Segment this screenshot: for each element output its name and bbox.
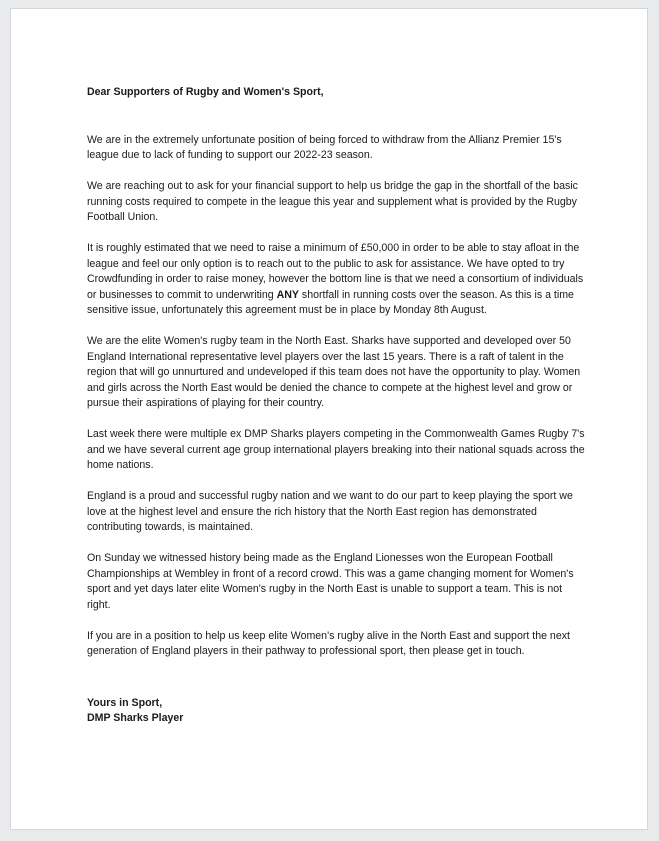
paragraph-elite-team: We are the elite Women's rugby team in the North East. Sharks have supported and developed over 50 England International representative level players over the last 15 years. There is a raft of talent in the region that will go unnurtured and undeveloped if this team does not have the opportunity to play. Women and girls across the North East would be denied the chance to compete at the highest level and grow or pursue their aspirations of playing for their country. — [87, 335, 581, 409]
paragraph-lionesses: On Sunday we witnessed history being made as the England Lionesses won the European Football Championships at Wembley in front of a record crowd. This was a game changing moment for Women's sport and yet days later elite Women's rugby in the North East is unable to support a team. This is not right. — [87, 552, 574, 611]
letter-closing-block — [87, 696, 587, 727]
emphasis-any: ANY — [276, 288, 299, 301]
paragraph-funding-text-after: shortfall in running costs over the season. As this is a time sensitive issue, unfortunately this agreement must be in place by Monday 8th August. — [87, 288, 574, 316]
letter-closing: Yours in Sport, — [87, 696, 163, 709]
paragraph-funding-text-before: It is roughly estimated that we need to raise a minimum of £50,000 in order to be able to stay afloat in the league and feel our only option is to reach out to the public to ask for assistance. We have opted to try Crowdfunding in order to raise money, however the bottom line is that we need a consortium of individuals or businesses to commit to underwriting — [87, 242, 584, 301]
paragraph-call-to-action: If you are in a position to help us keep elite Women's rugby alive in the North East and support the next generation of England players in their pathway to professional sport, then please get in touch. — [87, 629, 570, 657]
paragraph-commonwealth: Last week there were multiple ex DMP Sharks players competing in the Commonwealth Games Rugby 7's and we have several current age group international players breaking into their national squads across the home nations. — [87, 428, 585, 471]
document-page — [10, 8, 648, 830]
letter-signature: DMP Sharks Player — [87, 712, 184, 724]
paragraph-financial-support: We are reaching out to ask for your financial support to help us bridge the gap in the shortfall of the basic running costs required to compete in the league this year and supplement what is provided by the Rugby Football Union. — [87, 180, 578, 223]
paragraph-funding-target — [87, 241, 587, 319]
letter-salutation: Dear Supporters of Rugby and Women's Sport, — [87, 86, 324, 98]
paragraph-rugby-nation: England is a proud and successful rugby nation and we want to do our part to keep playing the sport we love at the highest level and ensure the rich history that the North East region has demonstrated contributing towards, is maintained. — [87, 490, 573, 533]
letter-body — [87, 85, 587, 727]
paragraph-withdrawal: We are in the extremely unfortunate position of being forced to withdraw from the Allianz Premier 15's league due to lack of funding to support our 2022-23 season. — [87, 133, 562, 161]
